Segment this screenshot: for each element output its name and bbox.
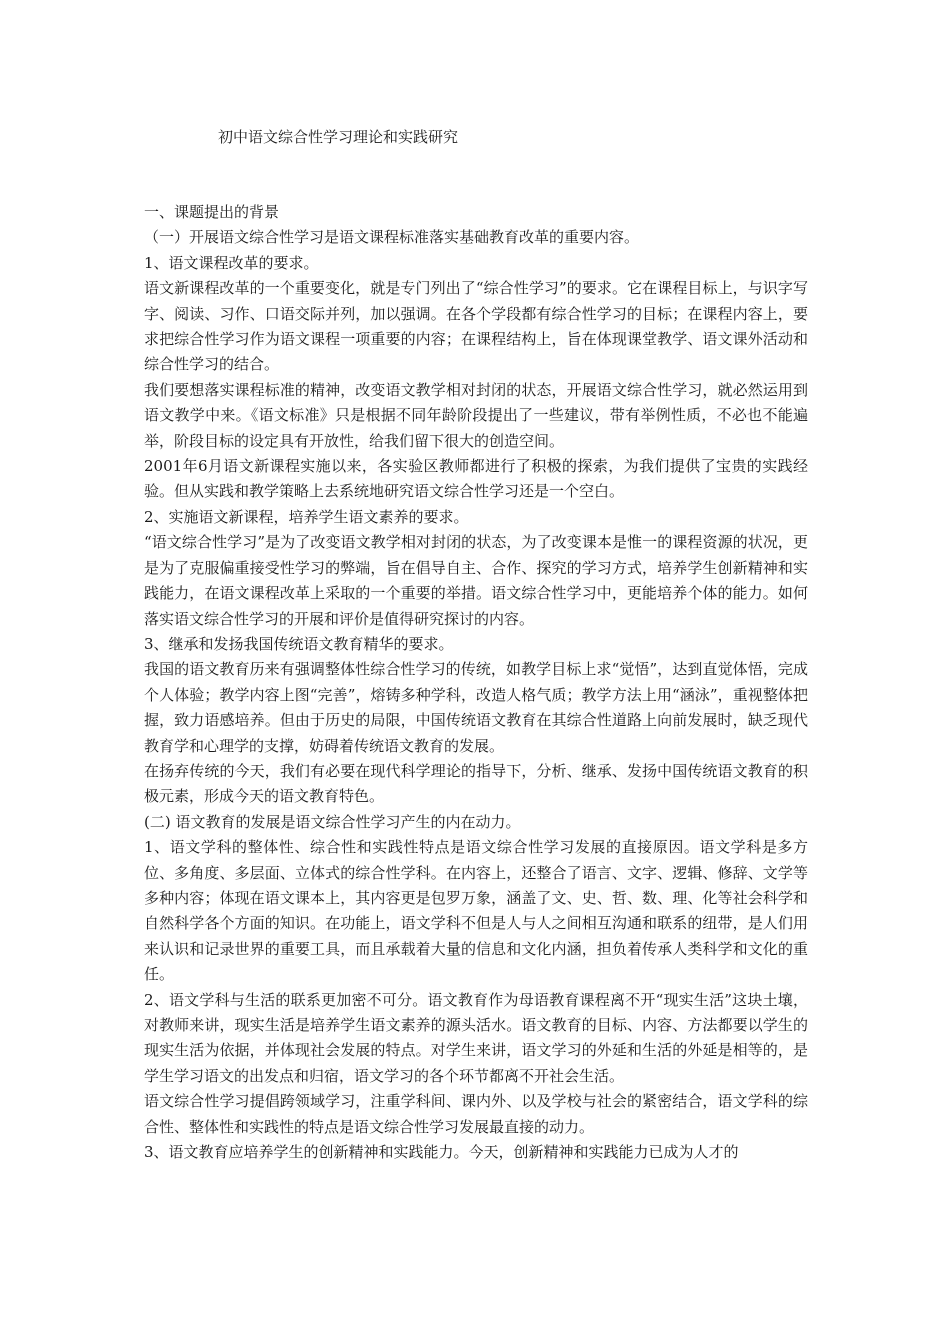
item-heading: 2、实施语文新课程，培养学生语文素养的要求。 <box>144 507 469 526</box>
document-body <box>144 200 808 1165</box>
item-heading: 1、语文课程改革的要求。 <box>144 253 319 272</box>
body-paragraph: 2、语文学科与生活的联系更加密不可分。语文教育作为母语教育课程离不开“现实生活”这块土壤，对教师来讲，现实生活是培养学生语文素养的源头活水。语文教育的目标、内容、方法都要以学生的现实生活为依据，并体现社会发展的特点。对学生来讲，语文学习的外延和生活的外延是相等的，是学生学习语文的出发点和归宿，语文学习的各个环节都离不开社会生活。 <box>144 990 808 1085</box>
body-paragraph: 我国的语文教育历来有强调整体性综合性学习的传统，如教学目标上求“觉悟”，达到直觉体悟，完成个人体验；教学内容上图“完善”，熔铸多种学科，改造人格气质；教学方法上用“涵泳”，重视整体把握，致力语感培养。但由于历史的局限，中国传统语文教育在其综合性道路上向前发展时，缺乏现代教育学和心理学的支撑，妨碍着传统语文教育的发展。 <box>144 660 808 755</box>
body-paragraph: 在扬弃传统的今天，我们有必要在现代科学理论的指导下，分析、继承、发扬中国传统语文教育的积极元素，形成今天的语文教育特色。 <box>144 761 808 806</box>
body-paragraph: 语文综合性学习提倡跨领域学习，注重学科间、课内外、以及学校与社会的紧密结合，语文学科的综合性、整体性和实践性的特点是语文综合性学习发展最直接的动力。 <box>144 1092 808 1136</box>
item-heading: 3、继承和发扬我国传统语文教育精华的要求。 <box>144 634 454 653</box>
section-heading: 一、课题提出的背景 <box>144 203 280 221</box>
body-paragraph: 3、语文教育应培养学生的创新精神和实践能力。今天，创新精神和实践能力已成为人才的 <box>144 1143 739 1162</box>
subsection-heading: (二) 语文教育的发展是语文综合性学习产生的内在动力。 <box>144 812 521 831</box>
document-title: 初中语文综合性学习理论和实践研究 <box>218 128 459 146</box>
subsection-heading: （一）开展语文综合性学习是语文课程标准落实基础教育改革的重要内容。 <box>144 228 640 247</box>
body-paragraph: 语文新课程改革的一个重要变化，就是专门列出了“综合性学习”的要求。它在课程目标上，与识字写字、阅读、习作、口语交际并列，加以强调。在各个学段都有综合性学习的目标；在课程内容上，要求把综合性学习作为语文课程一项重要的内容；在课程结构上，旨在体现课堂教学、语文课外活动和综合性学习的结合。 <box>144 279 808 374</box>
body-paragraph: 1、语文学科的整体性、综合性和实践性特点是语文综合性学习发展的直接原因。语文学科是多方位、多角度、多层面、立体式的综合性学科。在内容上，还整合了语言、文字、逻辑、修辞、文学等多种内容；体现在语文课本上，其内容更是包罗万象，涵盖了文、史、哲、数、理、化等社会科学和自然科学各个方面的知识。在功能上，语文学科不但是人与人之间相互沟通和联系的纽带，是人们用来认识和记录世界的重要工具，而且承载着大量的信息和文化内涵，担负着传承人类科学和文化的重任。 <box>144 838 808 984</box>
body-paragraph: “语文综合性学习”是为了改变语文教学相对封闭的状态，为了改变课本是惟一的课程资源的状况，更是为了克服偏重接受性学习的弊端，旨在倡导自主、合作、探究的学习方式，培养学生创新精神和实践能力，在语文课程改革上采取的一个重要的举措。语文综合性学习中，更能培养个体的能力。如何落实语文综合性学习的开展和评价是值得研究探讨的内容。 <box>144 533 808 628</box>
body-paragraph: 我们要想落实课程标准的精神，改变语文教学相对封闭的状态，开展语文综合性学习，就必然运用到语文教学中来。《语文标准》只是根据不同年龄阶段提出了一些建议，带有举例性质，不必也不能遍举，阶段目标的设定具有开放性，给我们留下很大的创造空间。 <box>144 380 808 450</box>
body-paragraph: 2001年6月语文新课程实施以来，各实验区教师都进行了积极的探索，为我们提供了宝贵的实践经验。但从实践和教学策略上去系统地研究语文综合性学习还是一个空白。 <box>144 457 808 501</box>
